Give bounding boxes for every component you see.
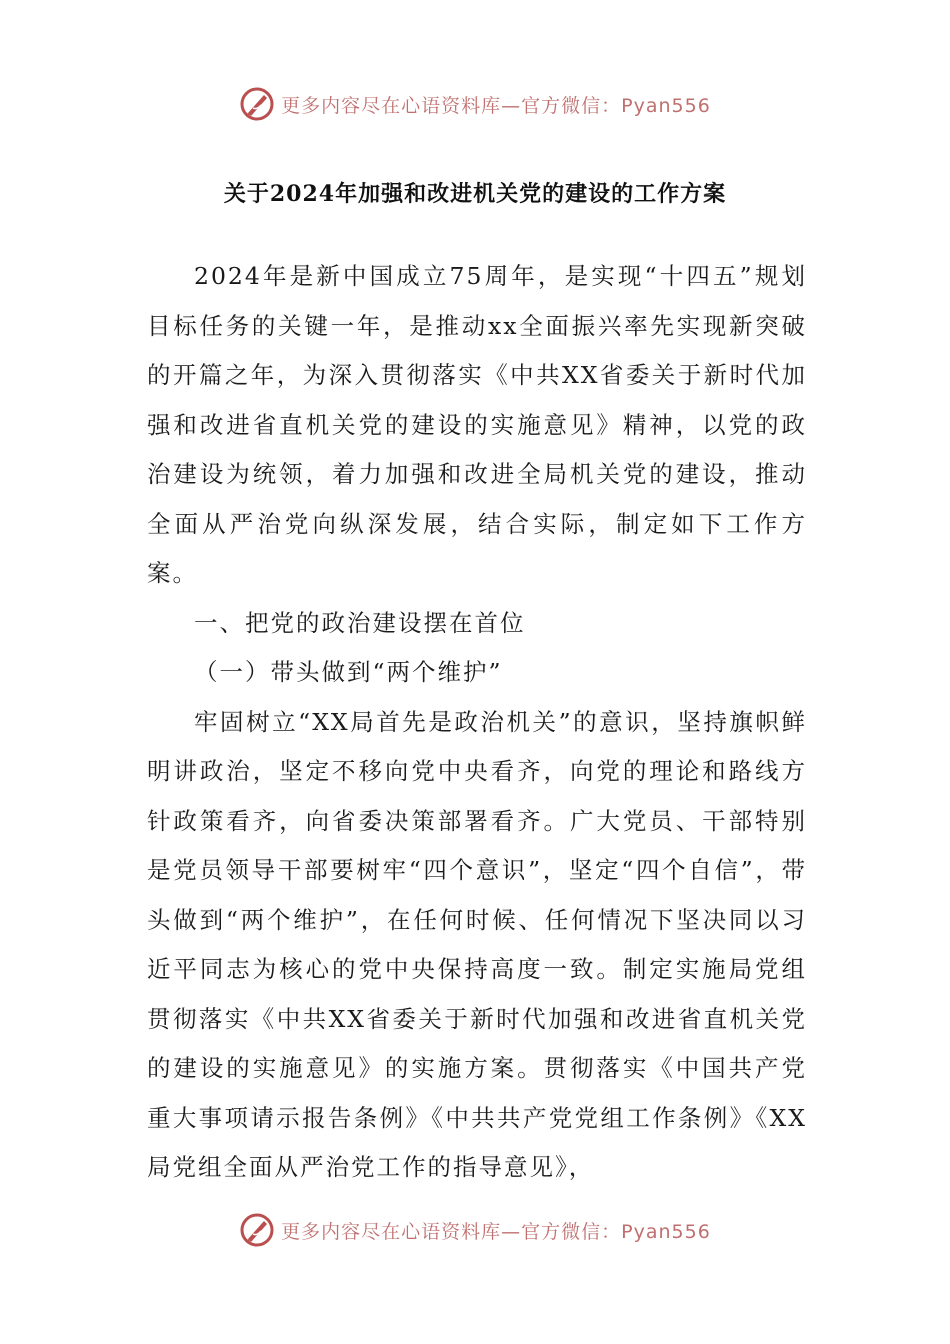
watermark-text: 更多内容尽在心语资料库—官方微信：Pyan556 bbox=[281, 94, 711, 117]
subsection-paragraph: 牢固树立“XX局首先是政治机关”的意识，坚持旗帜鲜明讲政治，坚定不移向党中央看齐，向党的理论和路线方针政策看齐，向省委决策部署看齐。广大党员、干部特别是党员领导干部要树牢“四个意识”，坚定“四个自信”，带头做到“两个维护”，在任何时候、任何情况下坚决同以习近平同志为核心的党中央保持高度一致。制定实施局党组贯彻落实《中共XX省委关于新时代加强和改进省直机关党的建设的实施意见》的实施方案。贯彻落实《中国共产党重大事项请示报告条例》《中共共产党党组工作条例》《XX局党组全面从严治党工作的指导意见》， bbox=[147, 707, 807, 1181]
watermark-banner-top bbox=[0, 84, 950, 124]
subsection-heading: （一）带头做到“两个维护” bbox=[194, 658, 503, 686]
intro-paragraph: 2024年是新中国成立75周年，是实现“十四五”规划目标任务的关键一年，是推动xx全面振兴率先实现新突破的开篇之年，为深入贯彻落实《中共XX省委关于新时代加强和改进省直机关党的建设的实施意见》精神，以党的政治建设为统领，着力加强和改进全局机关党的建设，推动全面从严治党向纵深发展，结合实际，制定如下工作方案。 bbox=[147, 262, 807, 587]
watermark-banner-bottom bbox=[0, 1210, 950, 1250]
section-heading: 一、把党的政治建设摆在首位 bbox=[194, 608, 526, 637]
document-body bbox=[147, 252, 807, 1193]
pen-logo-icon bbox=[239, 1212, 275, 1248]
document-title: 关于2024年加强和改进机关党的建设的工作方案 bbox=[223, 181, 727, 207]
pen-logo-icon bbox=[239, 86, 275, 122]
watermark-text: 更多内容尽在心语资料库—官方微信：Pyan556 bbox=[281, 1220, 711, 1243]
